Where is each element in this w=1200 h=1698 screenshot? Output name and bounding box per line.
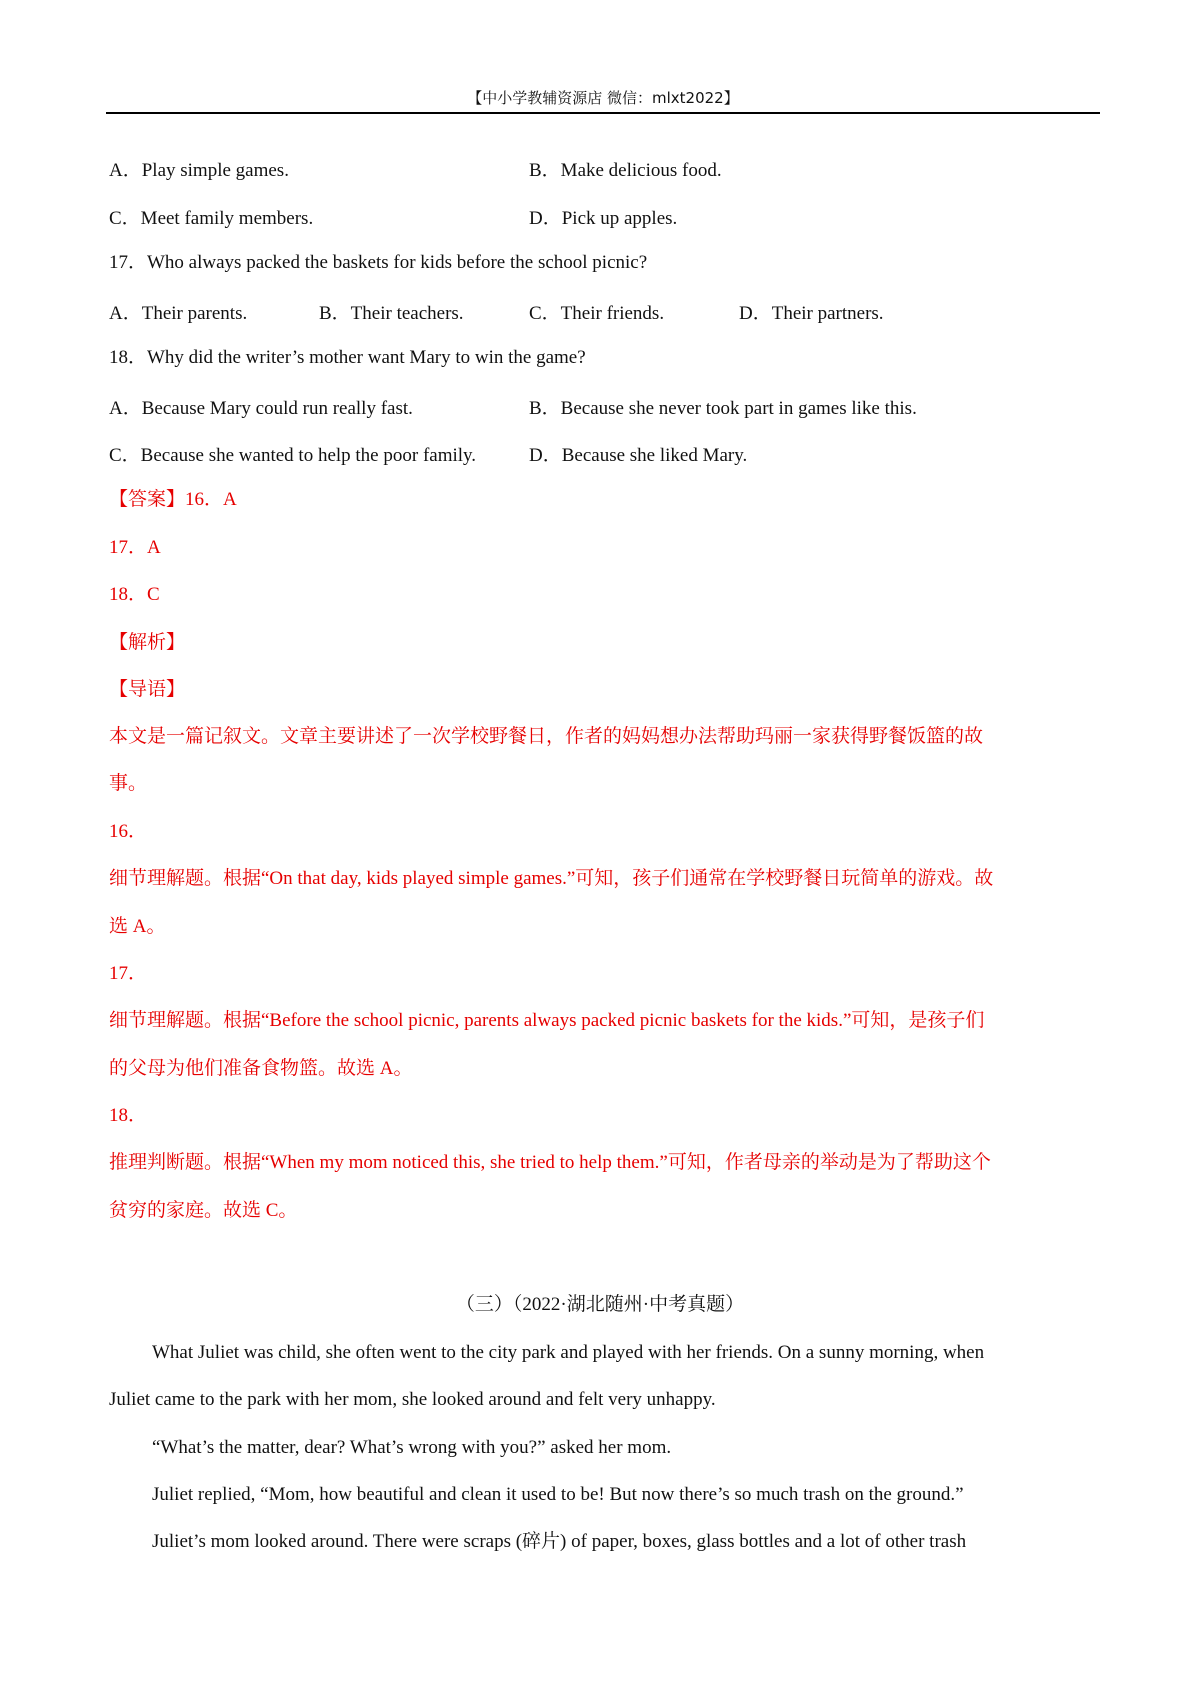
- q16-option-b: B．Make delicious food.: [529, 160, 722, 181]
- intro-line-2: 事。: [109, 773, 148, 794]
- passage-p1-line-2: Juliet came to the park with her mom, she looked around and felt very unhappy.: [109, 1389, 716, 1410]
- q16-option-d: D．Pick up apples.: [529, 208, 678, 229]
- q17-option-d: D．Their partners.: [739, 303, 884, 324]
- page-header: 【中小学教辅资源店 微信：mlxt2022】: [106, 84, 1100, 114]
- passage-p3: Juliet replied, “Mom, how beautiful and clean it used to be! But now there’s so much trash on the ground.”: [152, 1484, 964, 1505]
- explanation-16-line-2: 选 A。: [109, 916, 166, 937]
- q16-option-a: A．Play simple games.: [109, 160, 289, 181]
- q18-option-b: B．Because she never took part in games like this.: [529, 398, 917, 419]
- q18-option-d: D．Because she liked Mary.: [529, 445, 748, 466]
- q17-option-a: A．Their parents.: [109, 303, 248, 324]
- q18-question: 18．Why did the writer’s mother want Mary to win the game?: [109, 347, 586, 368]
- answer-label: 【答案】16．A: [109, 489, 237, 510]
- intro-label: 【导语】: [109, 679, 186, 700]
- analysis-label: 【解析】: [109, 632, 186, 653]
- answer-18: 18．C: [109, 584, 160, 605]
- passage-p1-line-1: What Juliet was child, she often went to the city park and played with her friends. On a sunny morning, when: [152, 1342, 985, 1363]
- q17-option-b: B．Their teachers.: [319, 303, 464, 324]
- explanation-17-line-1: 细节理解题。根据“Before the school picnic, parents always packed picnic baskets for the kids.”可知，是孩子们: [109, 1010, 985, 1031]
- explanation-17-line-2: 的父母为他们准备食物篮。故选 A。: [109, 1058, 413, 1079]
- passage-p2: “What’s the matter, dear? What’s wrong with you?” asked her mom.: [152, 1437, 672, 1458]
- explanation-16-number: 16．: [109, 821, 148, 842]
- q17-question: 17．Who always packed the baskets for kids before the school picnic?: [109, 252, 648, 273]
- passage-p4: Juliet’s mom looked around. There were scraps (碎片) of paper, boxes, glass bottles and a lot of other trash: [152, 1531, 967, 1552]
- answer-17: 17．A: [109, 537, 161, 558]
- q16-option-c: C．Meet family members.: [109, 208, 314, 229]
- explanation-16-line-1: 细节理解题。根据“On that day, kids played simple games.”可知，孩子们通常在学校野餐日玩简单的游戏。故: [109, 868, 994, 889]
- q17-option-c: C．Their friends.: [529, 303, 665, 324]
- q18-option-a: A．Because Mary could run really fast.: [109, 398, 413, 419]
- q18-option-c: C．Because she wanted to help the poor family.: [109, 445, 477, 466]
- explanation-17-number: 17．: [109, 963, 148, 984]
- explanation-18-number: 18．: [109, 1105, 148, 1126]
- section-3-title: （三）（2022·湖北随州·中考真题）: [455, 1294, 745, 1315]
- explanation-18-line-1: 推理判断题。根据“When my mom noticed this, she tried to help them.”可知，作者母亲的举动是为了帮助这个: [109, 1152, 991, 1173]
- explanation-18-line-2: 贫穷的家庭。故选 C。: [109, 1200, 298, 1221]
- intro-line-1: 本文是一篇记叙文。文章主要讲述了一次学校野餐日，作者的妈妈想办法帮助玛丽一家获得野餐饭篮的故: [109, 726, 984, 747]
